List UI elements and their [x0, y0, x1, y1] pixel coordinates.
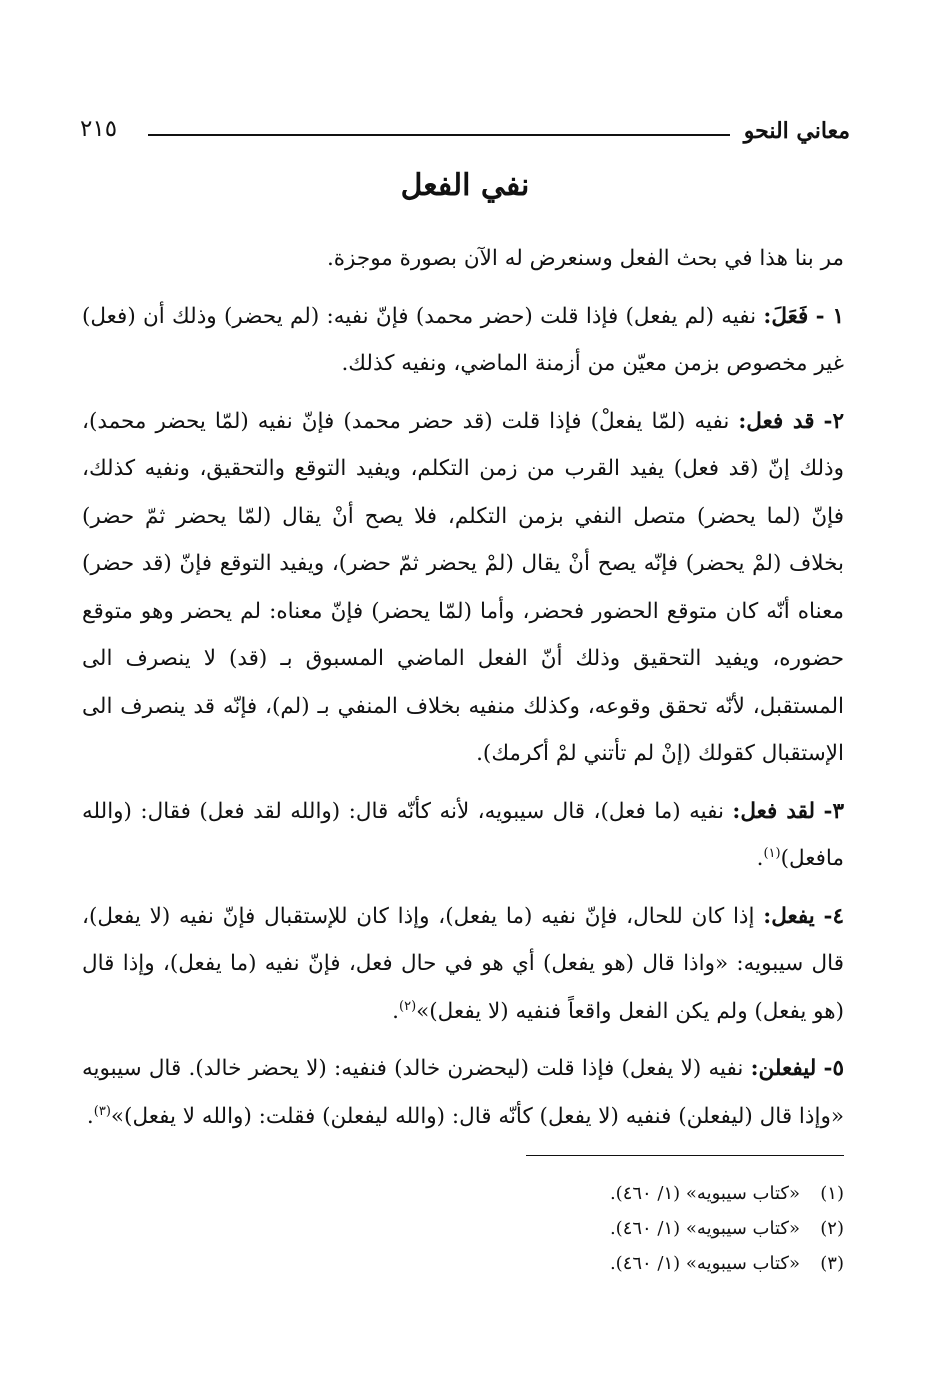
list-item: [82, 1045, 844, 1140]
item-number: ٥-: [823, 1056, 844, 1081]
item-number: ٤-: [823, 903, 844, 929]
list-item: [82, 893, 844, 1036]
footnote-text: «كتاب سيبويه» (١/ ٤٦٠).: [609, 1218, 800, 1239]
body-text: [82, 235, 844, 1140]
item-text: نفيه (لمّا يفعلْ) فإذا قلت (قد حضر محمد) فإنّ نفيه (لمّا يحضر محمد)، وذلك إنّ (قد فعل) يفيد القرب من زمن التكلم، ويفيد التوقع والتحقيق، ونفيه كذلك، فإنّ (لما يحضر) متصل النفي بزمن التكلم، فلا يصح أنْ يقال (لمّا يحضر ثمّ حضر) بخلاف (لمْ يحضر) فإنّه يصح أنْ يقال (لمْ يحضر ثمّ حضر)، ويفيد التوقع فإنّ (قد حضر) معناه أنّه كان متوقع الحضور فحضر، وأما (لمّا يحضر) فإنّ معناه: لم يحضر وهو متوقع حضوره، ويفيد التحقيق وذلك أنّ الفعل الماضي المسبوق بـ (قد) لا ينصرف الى المستقبل، لأنّه تحقق وقوعه، وكذلك منفيه بخلاف المنفي بـ (لم)، فإنّه قد ينصرف الى الإستقبال كقولك (إنْ لم تأتني لمْ أكرمك).: [82, 408, 844, 766]
intro-paragraph: مر بنا هذا في بحث الفعل وسنعرض له الآن بصورة موجزة.: [326, 246, 844, 271]
list-item: [82, 293, 844, 388]
item-text: نفيه (لا يفعل) فإذا قلت (ليحضرن خالد) فنفيه: (لا يحضر خالد). قال سيبويه «وإذا قال (ليفعلن) فنفيه (لا يفعل) كأنّه قال: (والله ليفعلن) فقلت: (والله لا يفعل)»: [82, 1056, 844, 1129]
footnote-item: [82, 1211, 844, 1246]
item-number: ٣-: [823, 798, 844, 824]
header-rule: [148, 134, 730, 136]
footnote-marker[interactable]: (٣): [93, 1103, 111, 1119]
item-term: لقد فعل:: [732, 798, 816, 824]
running-title: معاني النحو: [743, 118, 850, 144]
footnote-marker[interactable]: (٢): [399, 998, 417, 1014]
item-number: ٢-: [823, 408, 844, 434]
item-text: نفيه (لم يفعل) فإذا قلت (حضر محمد) فإنّ نفيه: (لم يحضر) وذلك أن (فعل) غير مخصوص بزمن معيّن من أزمنة الماضي، ونفيه كذلك.: [82, 303, 844, 376]
item-tail: .: [756, 846, 764, 871]
footnote-marker[interactable]: (١): [763, 845, 781, 861]
item-text: إذا كان للحال، فإنّ نفيه (ما يفعل)، وإذا كان للإستقبال فإنّ نفيه (لا يفعل)، قال سيبويه: «واذا قال (هو يفعل) أي هو في حال فعل، فإنّ نفيه (ما يفعل)، وإذا قال (هو يفعل) ولم يكن الفعل واقعاً فنفيه (لا يفعل)»: [82, 903, 844, 1024]
item-tail: .: [392, 998, 399, 1024]
list-item: [82, 398, 844, 778]
item-term: فَعَلَ:: [763, 303, 809, 329]
footnote-item: [82, 1176, 844, 1211]
item-term: ليفعلن:: [750, 1056, 817, 1081]
footnotes: [82, 1176, 844, 1281]
footnote-rule: [526, 1155, 844, 1156]
footnote-text: «كتاب سيبويه» (١/ ٤٦٠).: [609, 1253, 800, 1274]
list-item: [82, 788, 844, 883]
footnote-number: (١): [820, 1183, 844, 1204]
footnote-number: (٣): [820, 1253, 844, 1274]
footnote-text: «كتاب سيبويه» (١/ ٤٦٠).: [609, 1183, 800, 1204]
item-term: قد فعل:: [738, 408, 815, 434]
page-number: ٢١٥: [80, 116, 118, 142]
item-number: ١ -: [815, 303, 844, 329]
section-title: نفي الفعل: [400, 168, 530, 203]
footnote-number: (٢): [820, 1218, 844, 1239]
item-tail: .: [86, 1103, 94, 1129]
page-header: [80, 112, 850, 154]
item-text: نفيه (ما فعل)، قال سيبويه، لأنه كأنّه قال: (والله لقد فعل) فقال: (والله مافعل): [82, 798, 844, 871]
footnote-item: [82, 1246, 844, 1281]
item-term: يفعل:: [763, 903, 815, 929]
